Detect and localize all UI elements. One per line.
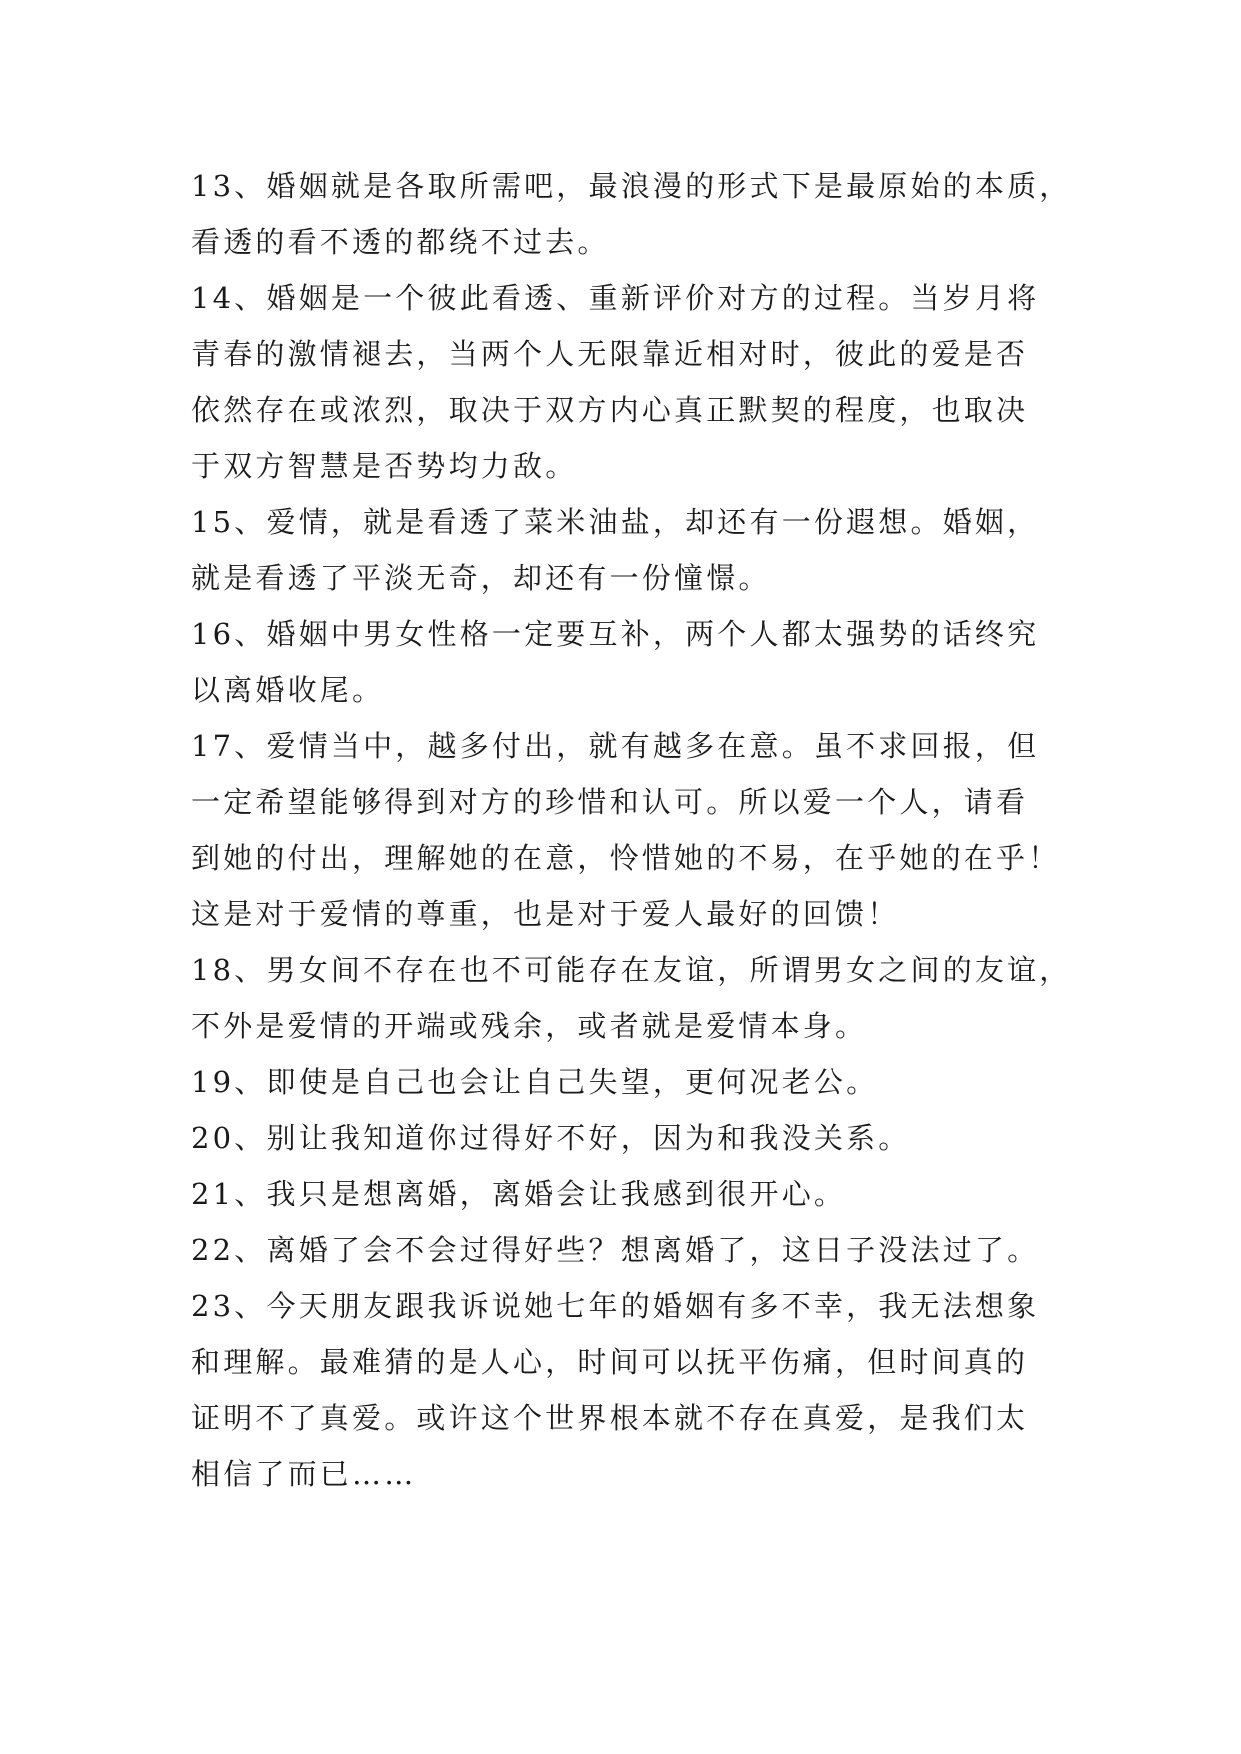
text-line: 到她的付出，理解她的在意，怜惜她的不易，在乎她的在乎！ [191,841,1061,875]
text-line: 不外是爱情的开端或残余，或者就是爱情本身。 [191,1009,868,1043]
paragraph-16 [191,606,1071,718]
text-line: 17、爱情当中，越多付出，就有越多在意。虽不求回报，但 [191,729,1040,763]
paragraph-17 [191,718,1071,942]
document-body [191,158,1071,1502]
text-line: 以离婚收尾。 [191,673,385,707]
text-line: 看透的看不透的都绕不过去。 [191,225,610,259]
paragraph-14 [191,270,1071,494]
text-line: 依然存在或浓烈，取决于双方内心真正默契的程度，也取决 [191,393,1029,427]
paragraph-20 [191,1110,1071,1166]
text-line: 14、婚姻是一个彼此看透、重新评价对方的过程。当岁月将 [191,281,1040,315]
text-line: 22、离婚了会不会过得好些？想离婚了，这日子没法过了。 [191,1233,1040,1267]
text-line: 15、爱情，就是看透了菜米油盐，却还有一份遐想。婚姻， [191,505,1040,539]
text-line: 就是看透了平淡无奇，却还有一份憧憬。 [191,561,771,595]
paragraph-22 [191,1222,1071,1278]
text-line: 21、我只是想离婚，离婚会让我感到很开心。 [191,1177,847,1211]
paragraph-13 [191,158,1071,270]
text-line: 23、今天朋友跟我诉说她七年的婚姻有多不幸，我无法想象 [191,1289,1040,1323]
text-line: 于双方智慧是否势均力敌。 [191,449,578,483]
text-line: 青春的激情褪去，当两个人无限靠近相对时，彼此的爱是否 [191,337,1029,371]
paragraph-21 [191,1166,1071,1222]
paragraph-18 [191,942,1071,1054]
text-line: 20、别让我知道你过得好不好，因为和我没关系。 [191,1121,911,1155]
text-line: 18、男女间不存在也不可能存在友谊，所谓男女之间的友谊， [191,953,1072,987]
text-line: 证明不了真爱。或许这个世界根本就不存在真爱，是我们太 [191,1401,1029,1435]
paragraph-15 [191,494,1071,606]
text-line: 和理解。最难猜的是人心，时间可以抚平伤痛，但时间真的 [191,1345,1029,1379]
text-line: 这是对于爱情的尊重，也是对于爱人最好的回馈！ [191,897,900,931]
text-line: 一定希望能够得到对方的珍惜和认可。所以爱一个人，请看 [191,785,1029,819]
text-line: 16、婚姻中男女性格一定要互补，两个人都太强势的话终究 [191,617,1040,651]
paragraph-23 [191,1278,1071,1502]
paragraph-19 [191,1054,1071,1110]
text-line: 相信了而已…… [191,1457,417,1491]
text-line: 19、即使是自己也会让自己失望，更何况老公。 [191,1065,879,1099]
text-line: 13、婚姻就是各取所需吧，最浪漫的形式下是最原始的本质， [191,169,1072,203]
